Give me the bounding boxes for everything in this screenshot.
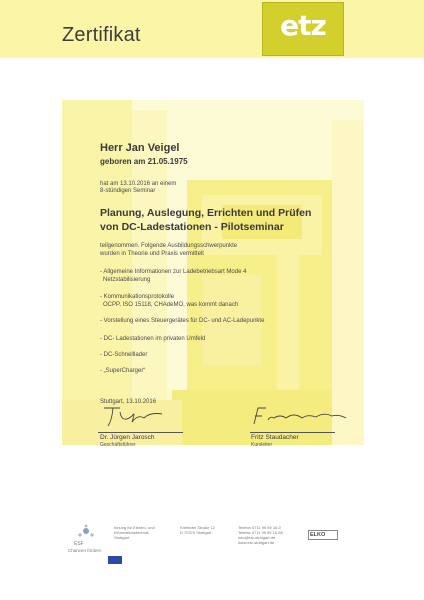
- eu-flag-icon: [108, 556, 122, 564]
- footer-address-line-1: Krefelder Straße 12: [180, 525, 215, 530]
- topic-2-line-1: - Kommunikationsprotokolle: [100, 294, 175, 300]
- left-signature: [98, 402, 168, 430]
- right-signature: [250, 402, 350, 430]
- esf-logo-text: ESF: [74, 541, 84, 547]
- esf-tagline: Chancen fördern: [68, 548, 102, 553]
- participation-line-2: wurden in Theorie und Praxis vermittelt: [100, 251, 204, 257]
- right-signer-name: Fritz Staudacher: [251, 434, 299, 441]
- topic-6: - „SuperCharger“: [100, 368, 146, 374]
- footer-contact-line-1: Telefon 0711 95 59 16-0: [238, 525, 281, 530]
- topic-1-line-1: - Allgemeine Informationen zur Ladebetriebsart Mode 4: [100, 269, 247, 275]
- footer-org-line-3: Stuttgart: [114, 535, 130, 540]
- intro-line-2: 8-stündigen Seminar: [100, 188, 156, 194]
- right-signer-role: Kursleiter: [251, 442, 273, 448]
- topic-4: - DC- Ladestationen im privaten Umfeld: [100, 336, 206, 342]
- header-band: [0, 0, 424, 58]
- footer-contact-line-4: www.etz-stuttgart.de: [238, 540, 275, 545]
- left-signer-role: Geschäftsführer: [100, 442, 136, 448]
- seminar-title-line-2: von DC-Ladestationen - Pilotseminar: [100, 221, 284, 233]
- footer-address-line-2: D 70376 Stuttgart: [180, 530, 212, 535]
- footer-contact-line-2: Telefax 0711 95 59 16-55: [238, 530, 283, 535]
- etz-logo: [262, 2, 344, 56]
- elko-logo-text: ELKO: [310, 532, 326, 538]
- footer-org-line-1: Innung für Elektro- und: [114, 525, 155, 530]
- intro-line-1: hat am 13.10.2016 an einem: [100, 181, 177, 187]
- topic-5: - DC-Schnelllader: [100, 352, 148, 358]
- footer-org-line-2: Informationstechnik: [114, 530, 149, 535]
- topic-2-line-2: OCPP, ISO 15118, CHAdeMO, was kommt danach: [103, 302, 239, 308]
- place-and-date: Stuttgart, 13.10.2016: [100, 399, 157, 405]
- footer-contact-line-3: info@etz-stuttgart.de: [238, 535, 276, 540]
- participation-line-1: teilgenommen. Folgende Ausbildungsschwerpunkte: [100, 243, 238, 249]
- topic-1-line-2: Netzstabilisierung: [103, 277, 151, 283]
- certificate-title: Zertifikat: [62, 24, 141, 46]
- recipient-birth-date: geboren am 21.05.1975: [100, 157, 188, 166]
- recipient-name: Herr Jan Veigel: [100, 142, 180, 154]
- etz-logo-text: etz: [280, 9, 326, 42]
- right-signature-line: [250, 432, 335, 433]
- seminar-title-line-1: Planung, Auslegung, Errichten und Prüfen: [100, 207, 312, 219]
- left-signer-name: Dr. Jürgen Jarosch: [100, 434, 155, 441]
- left-signature-line: [98, 432, 183, 433]
- topic-3: - Vorstellung eines Steuergerätes für DC- und AC-Ladepunkte: [100, 318, 265, 324]
